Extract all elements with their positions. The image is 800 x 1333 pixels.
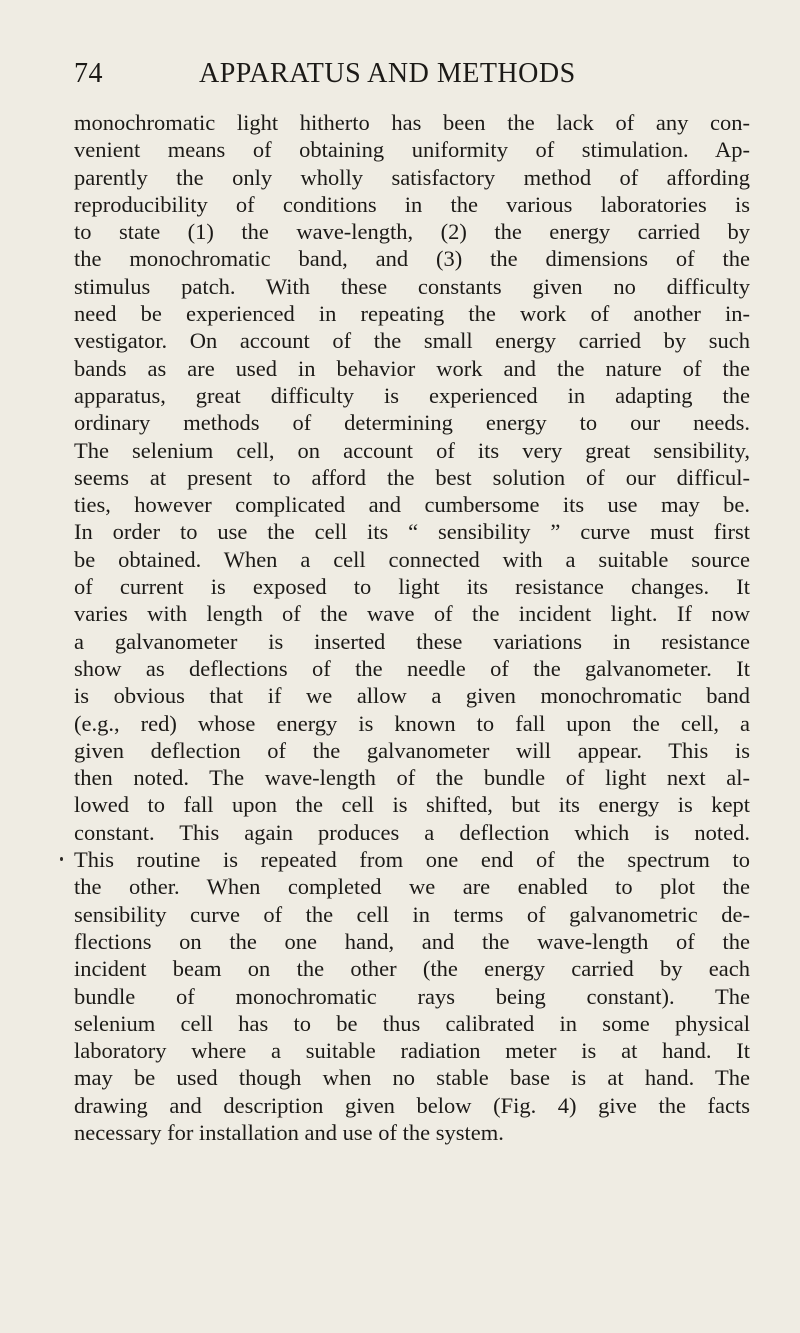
text-line: the monochromatic band, and (3) the dimensions of the bbox=[74, 246, 750, 272]
text-line: necessary for installation and use of the system. bbox=[74, 1119, 504, 1145]
text-line: incident beam on the other (the energy carried by each bbox=[74, 956, 750, 982]
text-line: ordinary methods of determining energy to our needs. bbox=[74, 410, 750, 436]
text-line: reproducibility of conditions in the various laboratories is bbox=[74, 191, 750, 217]
text-line: parently the only wholly satisfactory method of affording bbox=[74, 164, 750, 190]
text-line: constant. This again produces a deflection which is noted. bbox=[74, 819, 750, 845]
text-line: This routine is repeated from one end of the spectrum to bbox=[74, 847, 750, 873]
text-line: monochromatic light hitherto has been the lack of any con- bbox=[74, 110, 750, 135]
text-line: be obtained. When a cell connected with a suitable source bbox=[74, 546, 750, 572]
text-line: then noted. The wave-length of the bundle of light next al- bbox=[74, 765, 750, 791]
ink-speck bbox=[60, 857, 63, 861]
text-line: of current is exposed to light its resistance changes. It bbox=[74, 574, 750, 600]
running-head bbox=[74, 58, 750, 98]
text-line: the other. When completed we are enabled to plot the bbox=[74, 874, 750, 900]
text-line: apparatus, great difficulty is experienced in adapting the bbox=[74, 382, 750, 408]
text-line: sensibility curve of the cell in terms of galvanometric de- bbox=[74, 901, 750, 927]
text-line: (e.g., red) whose energy is known to fall upon the cell, a bbox=[74, 710, 750, 736]
text-line: may be used though when no stable base is at hand. The bbox=[74, 1065, 750, 1091]
text-line: laboratory where a suitable radiation meter is at hand. It bbox=[74, 1038, 750, 1064]
text-line: a galvanometer is inserted these variations in resistance bbox=[74, 628, 750, 654]
text-line: varies with length of the wave of the incident light. If now bbox=[74, 601, 750, 627]
text-line: given deflection of the galvanometer will appear. This is bbox=[74, 737, 750, 763]
text-line: venient means of obtaining uniformity of stimulation. Ap- bbox=[74, 137, 750, 163]
text-line: The selenium cell, on account of its very great sensibility, bbox=[74, 437, 750, 463]
text-line: is obvious that if we allow a given monochromatic band bbox=[74, 683, 750, 709]
text-line: to state (1) the wave-length, (2) the energy carried by bbox=[74, 219, 750, 245]
text-line: In order to use the cell its “ sensibility ” curve must first bbox=[74, 519, 750, 545]
text-line: show as deflections of the needle of the galvanometer. It bbox=[74, 655, 750, 681]
text-line: ties, however complicated and cumbersome its use may be. bbox=[74, 492, 750, 518]
text-line: lowed to fall upon the cell is shifted, but its energy is kept bbox=[74, 792, 750, 818]
text-line: flections on the one hand, and the wave-length of the bbox=[74, 928, 750, 954]
text-line: bundle of monochromatic rays being constant). The bbox=[74, 983, 750, 1009]
text-line: vestigator. On account of the small energy carried by such bbox=[74, 328, 750, 354]
text-line: need be experienced in repeating the work of another in- bbox=[74, 301, 750, 327]
body-paragraph bbox=[74, 109, 750, 1146]
running-title: APPARATUS AND METHODS bbox=[199, 58, 576, 89]
page-number: 74 bbox=[74, 58, 103, 89]
text-line: selenium cell has to be thus calibrated in some physical bbox=[74, 1010, 750, 1036]
text-line: drawing and description given below (Fig. 4) give the facts bbox=[74, 1092, 750, 1118]
text-line: seems at present to afford the best solution of our difficul- bbox=[74, 464, 750, 490]
text-line: stimulus patch. With these constants given no difficulty bbox=[74, 273, 750, 299]
text-line: bands as are used in behavior work and the nature of the bbox=[74, 355, 750, 381]
